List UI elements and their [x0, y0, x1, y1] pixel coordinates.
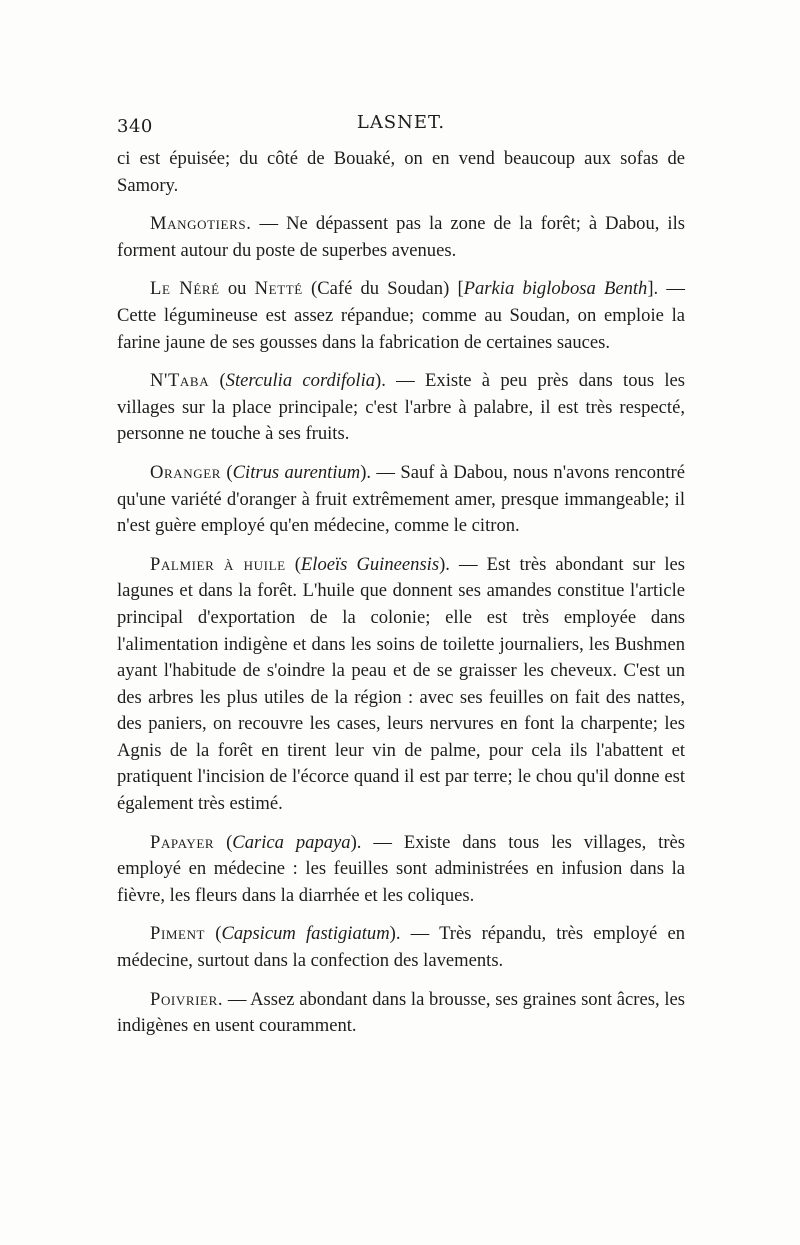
entry-term: Le Néré: [150, 278, 220, 300]
entry-term: Piment: [150, 923, 206, 945]
paragraph-text: (: [209, 370, 226, 392]
paragraph-piment: [117, 921, 685, 974]
paragraph-text: (: [285, 553, 301, 575]
entry-term-alt: Netté: [254, 278, 303, 300]
paragraph-text: ). — Sauf à Dabou, nous n'avons rencontré qu'une variété d'oranger à fruit extrêmement amer, presque immangeable; il n'est guère employé qu'en médecine, comme le citron.: [117, 461, 685, 537]
entry-term: Oranger: [150, 461, 222, 483]
paragraph-ntaba: [117, 368, 685, 448]
paragraph-text: (: [205, 923, 222, 945]
paragraph-text: — Assez abondant dans la brousse, ses graines sont âcres, les indigènes en usent couramment.: [117, 988, 685, 1037]
paragraph-text: (: [214, 831, 233, 853]
paragraph-oranger: [117, 460, 685, 540]
latin-name: Eloeïs Guineensis: [300, 553, 440, 575]
paragraph-papayer: [117, 830, 685, 910]
paragraph-text: ou: [219, 278, 255, 300]
paragraph-nere: [117, 276, 685, 356]
paragraph-text: (Café du Soudan) [: [302, 278, 464, 300]
paragraph-text: ). — Est très abondant sur les lagunes et dans la forêt. L'huile que donnent ses amandes constitue l'article principal d'exportation de la colonie; elle est très employée dans l'alimentation indigène et dans les soins de toilette journaliers, les Bushmen ayant l'habitude de s'oindre la peau et de se graisser les cheveux. C'est un des arbres les plus utiles de la région : avec ses feuilles on fait des nattes, des paniers, on recouvre les cases, leurs nervures en font la charpente; les Agnis de la forêt en tirent leur vin de palme, pour cela ils l'abattent et pratiquent l'incision de l'écorce quand il est par terre; le chou qu'il donne est également très estimé.: [117, 553, 686, 815]
latin-name: Sterculia cordifolia: [225, 370, 376, 392]
entry-term: N'Taba: [150, 370, 210, 392]
entry-term: Mangotiers.: [150, 213, 252, 235]
paragraph-palmier: [117, 552, 685, 818]
paragraph-continuation: [117, 146, 685, 199]
paragraph-text: ). — Très répandu, très employé en médecine, surtout dans la confection des lavements.: [117, 923, 685, 972]
paragraph-mangotiers: [117, 211, 685, 264]
latin-name: Citrus aurentium: [232, 461, 361, 483]
paragraph-text: (: [221, 461, 233, 483]
paragraph-poivrier: [117, 987, 685, 1040]
paragraph-text: ). — Existe à peu près dans tous les villages sur la place principale; c'est l'arbre à palabre, il est très respecté, personne ne touche à ses fruits.: [117, 370, 685, 445]
page-number: 340: [117, 116, 153, 137]
paragraph-text: ci est épuisée; du côté de Bouaké, on en vend beaucoup aux sofas de Samory.: [117, 148, 685, 196]
entry-term: Palmier à huile: [150, 553, 286, 575]
entry-term: Papayer: [150, 831, 215, 853]
paragraph-text: ). — Existe dans tous les villages, très employé en médecine : les feuilles sont administrées en infusion dans la fièvre, les fleurs dans la diarrhée et les coliques.: [117, 831, 686, 906]
latin-name: Parkia biglobosa Benth: [463, 278, 648, 300]
paragraph-text: — Ne dépassent pas la zone de la forêt; à Dabou, ils forment autour du poste de superbes avenues.: [117, 213, 685, 261]
latin-name: Carica papaya: [232, 831, 351, 853]
body-text: [117, 146, 685, 1052]
paragraph-text: ]. — Cette légumineuse est assez répandue; comme au Soudan, on emploie la farine jaune de ses gousses dans la fabrication de certaines sauces.: [117, 278, 685, 353]
entry-term: Poivrier.: [150, 988, 224, 1010]
running-head: LASNET.: [356, 112, 446, 133]
page-header: [117, 112, 685, 144]
latin-name: Capsicum fastigiatum: [221, 923, 390, 945]
